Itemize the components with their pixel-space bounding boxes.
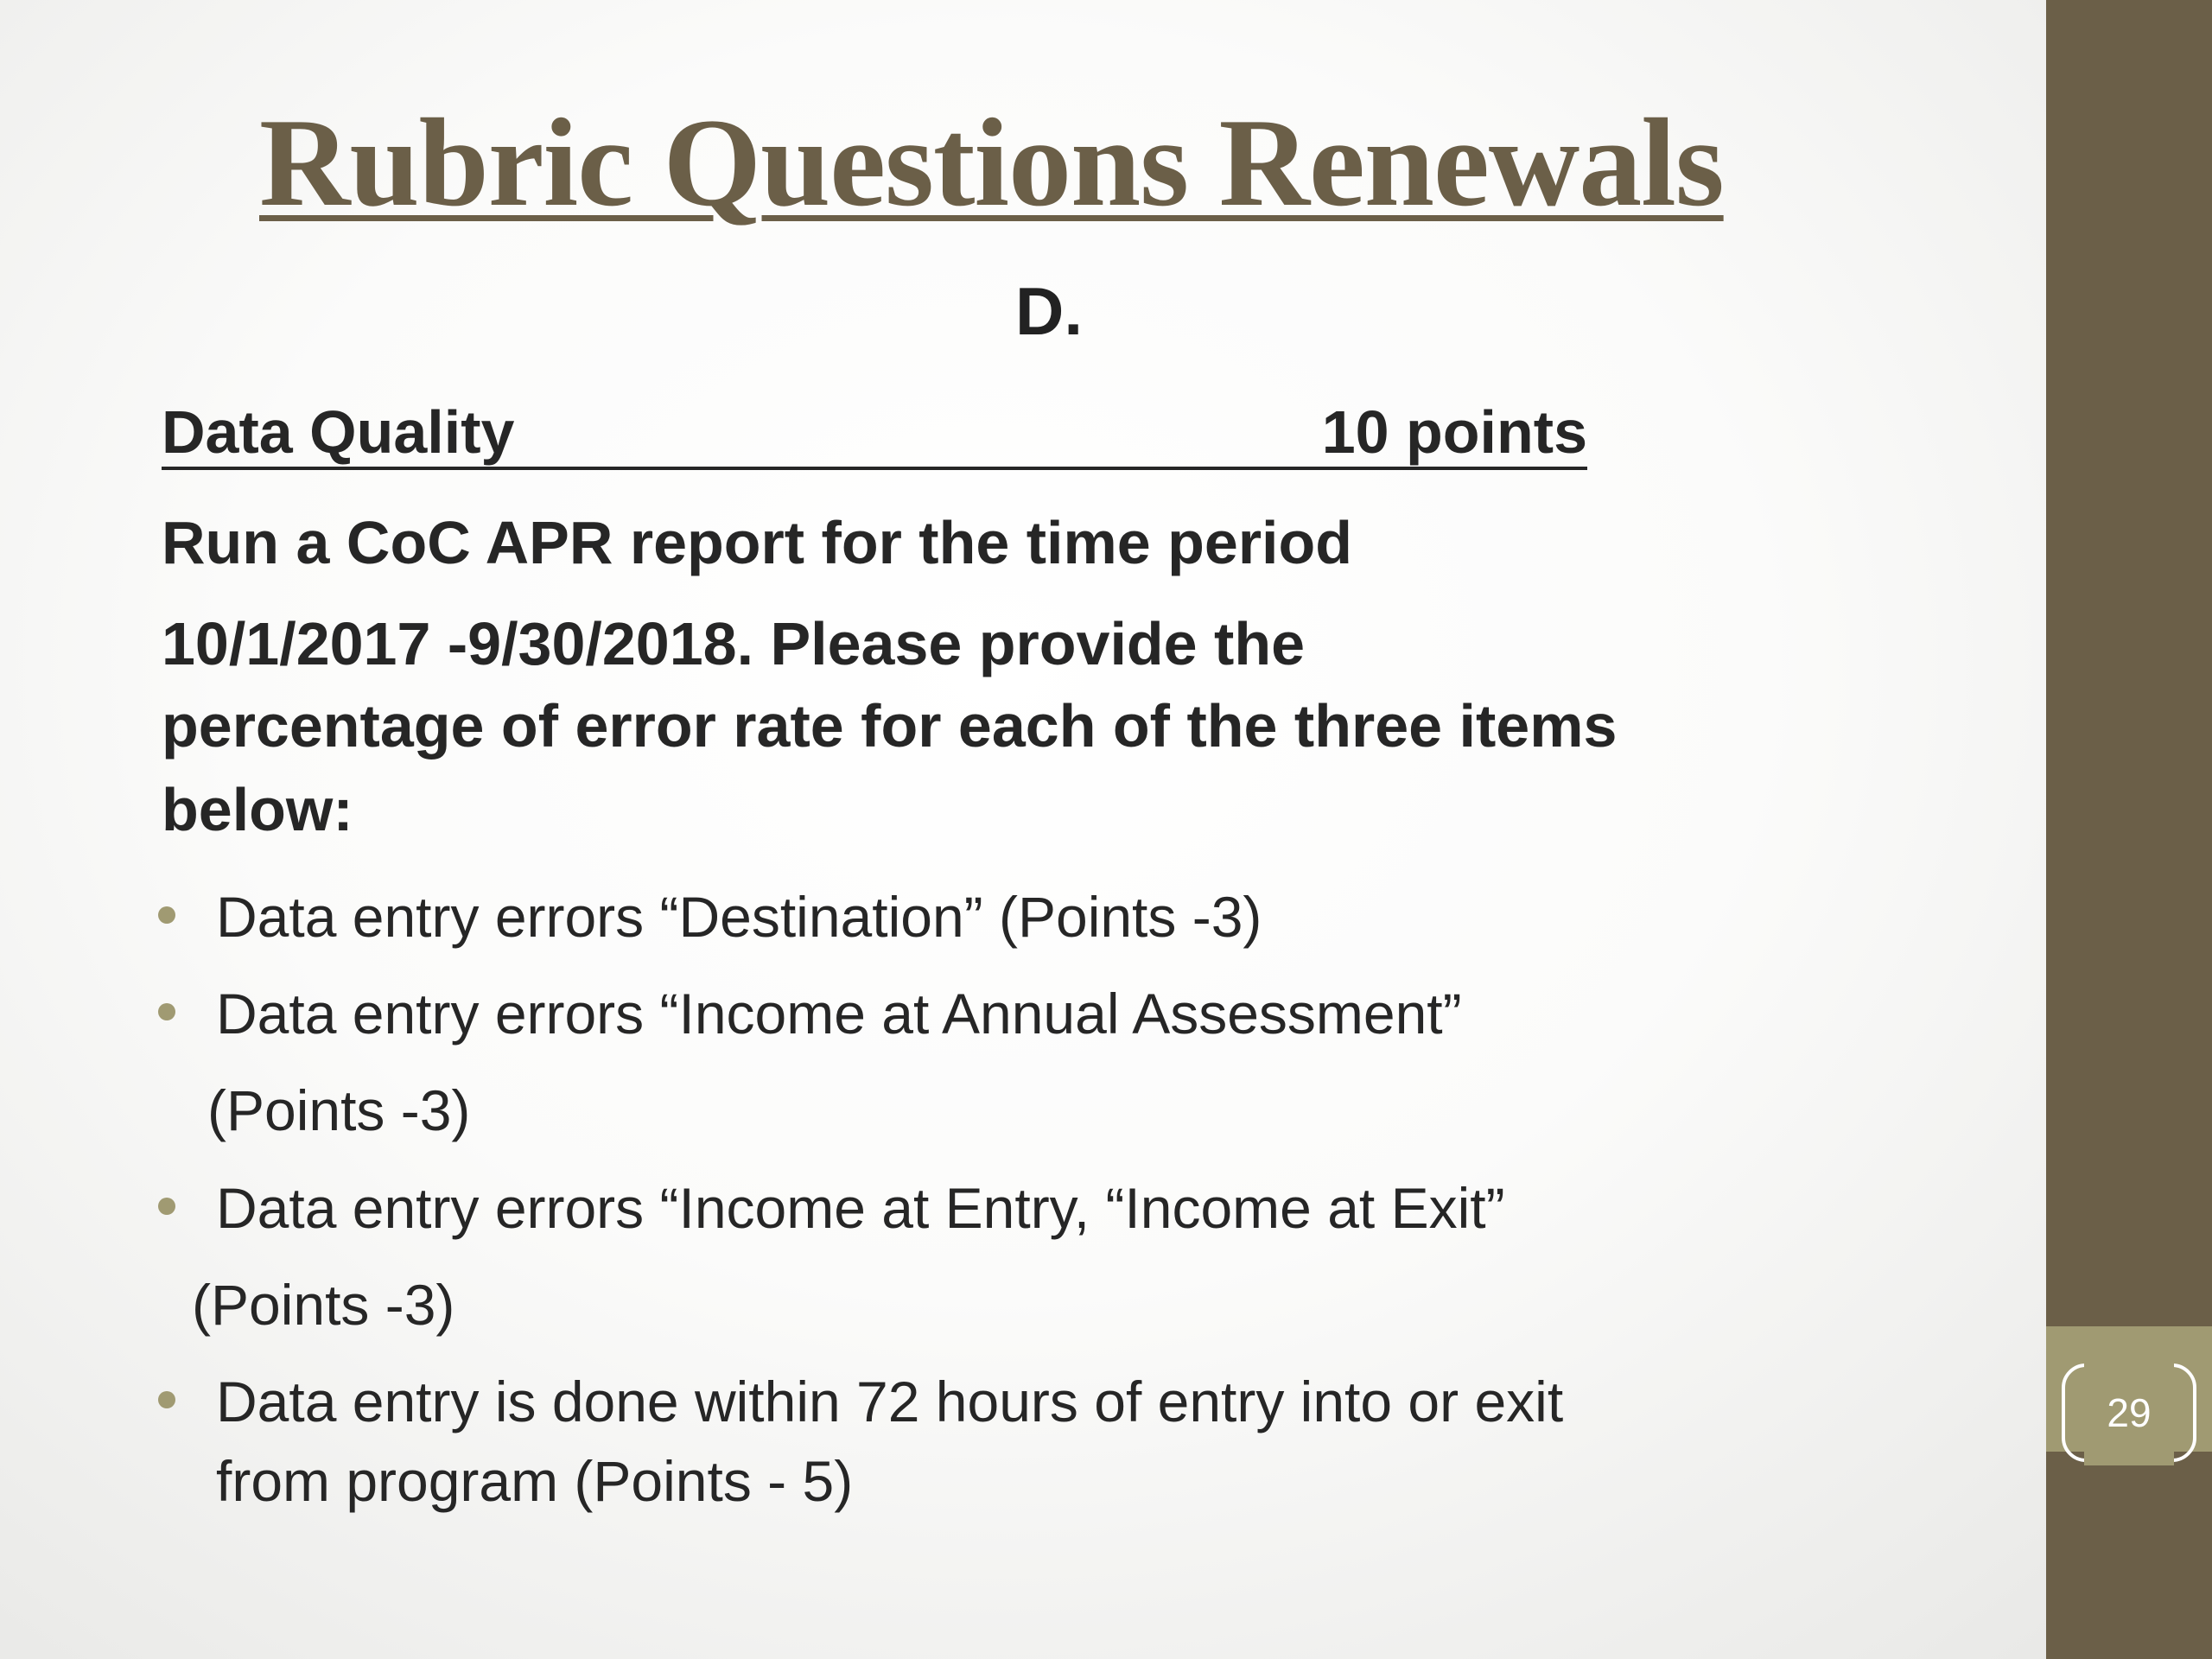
instruction-line: percentage of error rate for each of the three items <box>162 692 1618 760</box>
bullet-text: Data entry errors “Destination” (Points -3) <box>216 885 1262 949</box>
slide-title: Rubric Questions Renewals <box>259 92 1724 232</box>
bullet-dot <box>158 1198 175 1215</box>
bullet-dot <box>158 1391 175 1408</box>
bullet-text: Data entry errors “Income at Annual Assessment” <box>216 982 1462 1046</box>
instruction-line: Run a CoC APR report for the time period <box>162 509 1353 576</box>
bullet-text-continued: (Points -3) <box>192 1273 455 1337</box>
bullet-dot <box>158 906 175 924</box>
bullet-text: Data entry errors “Income at Entry, “Income at Exit” <box>216 1176 1505 1240</box>
data-quality-row <box>162 389 1587 470</box>
page-number: 29 <box>2107 1390 2152 1435</box>
data-quality-points: 10 points <box>1321 398 1587 466</box>
instruction-line: 10/1/2017 -9/30/2018. Please provide the <box>162 610 1306 677</box>
data-quality-label: Data Quality <box>162 398 515 466</box>
instruction-line: below: <box>162 776 353 843</box>
section-letter: D. <box>1015 273 1083 349</box>
bullet-text-continued: from program (Points - 5) <box>216 1449 854 1513</box>
bullet-dot <box>158 1003 175 1020</box>
bullet-text-continued: (Points -3) <box>207 1078 471 1142</box>
bullet-text: Data entry is done within 72 hours of entry into or exit <box>216 1370 1564 1433</box>
